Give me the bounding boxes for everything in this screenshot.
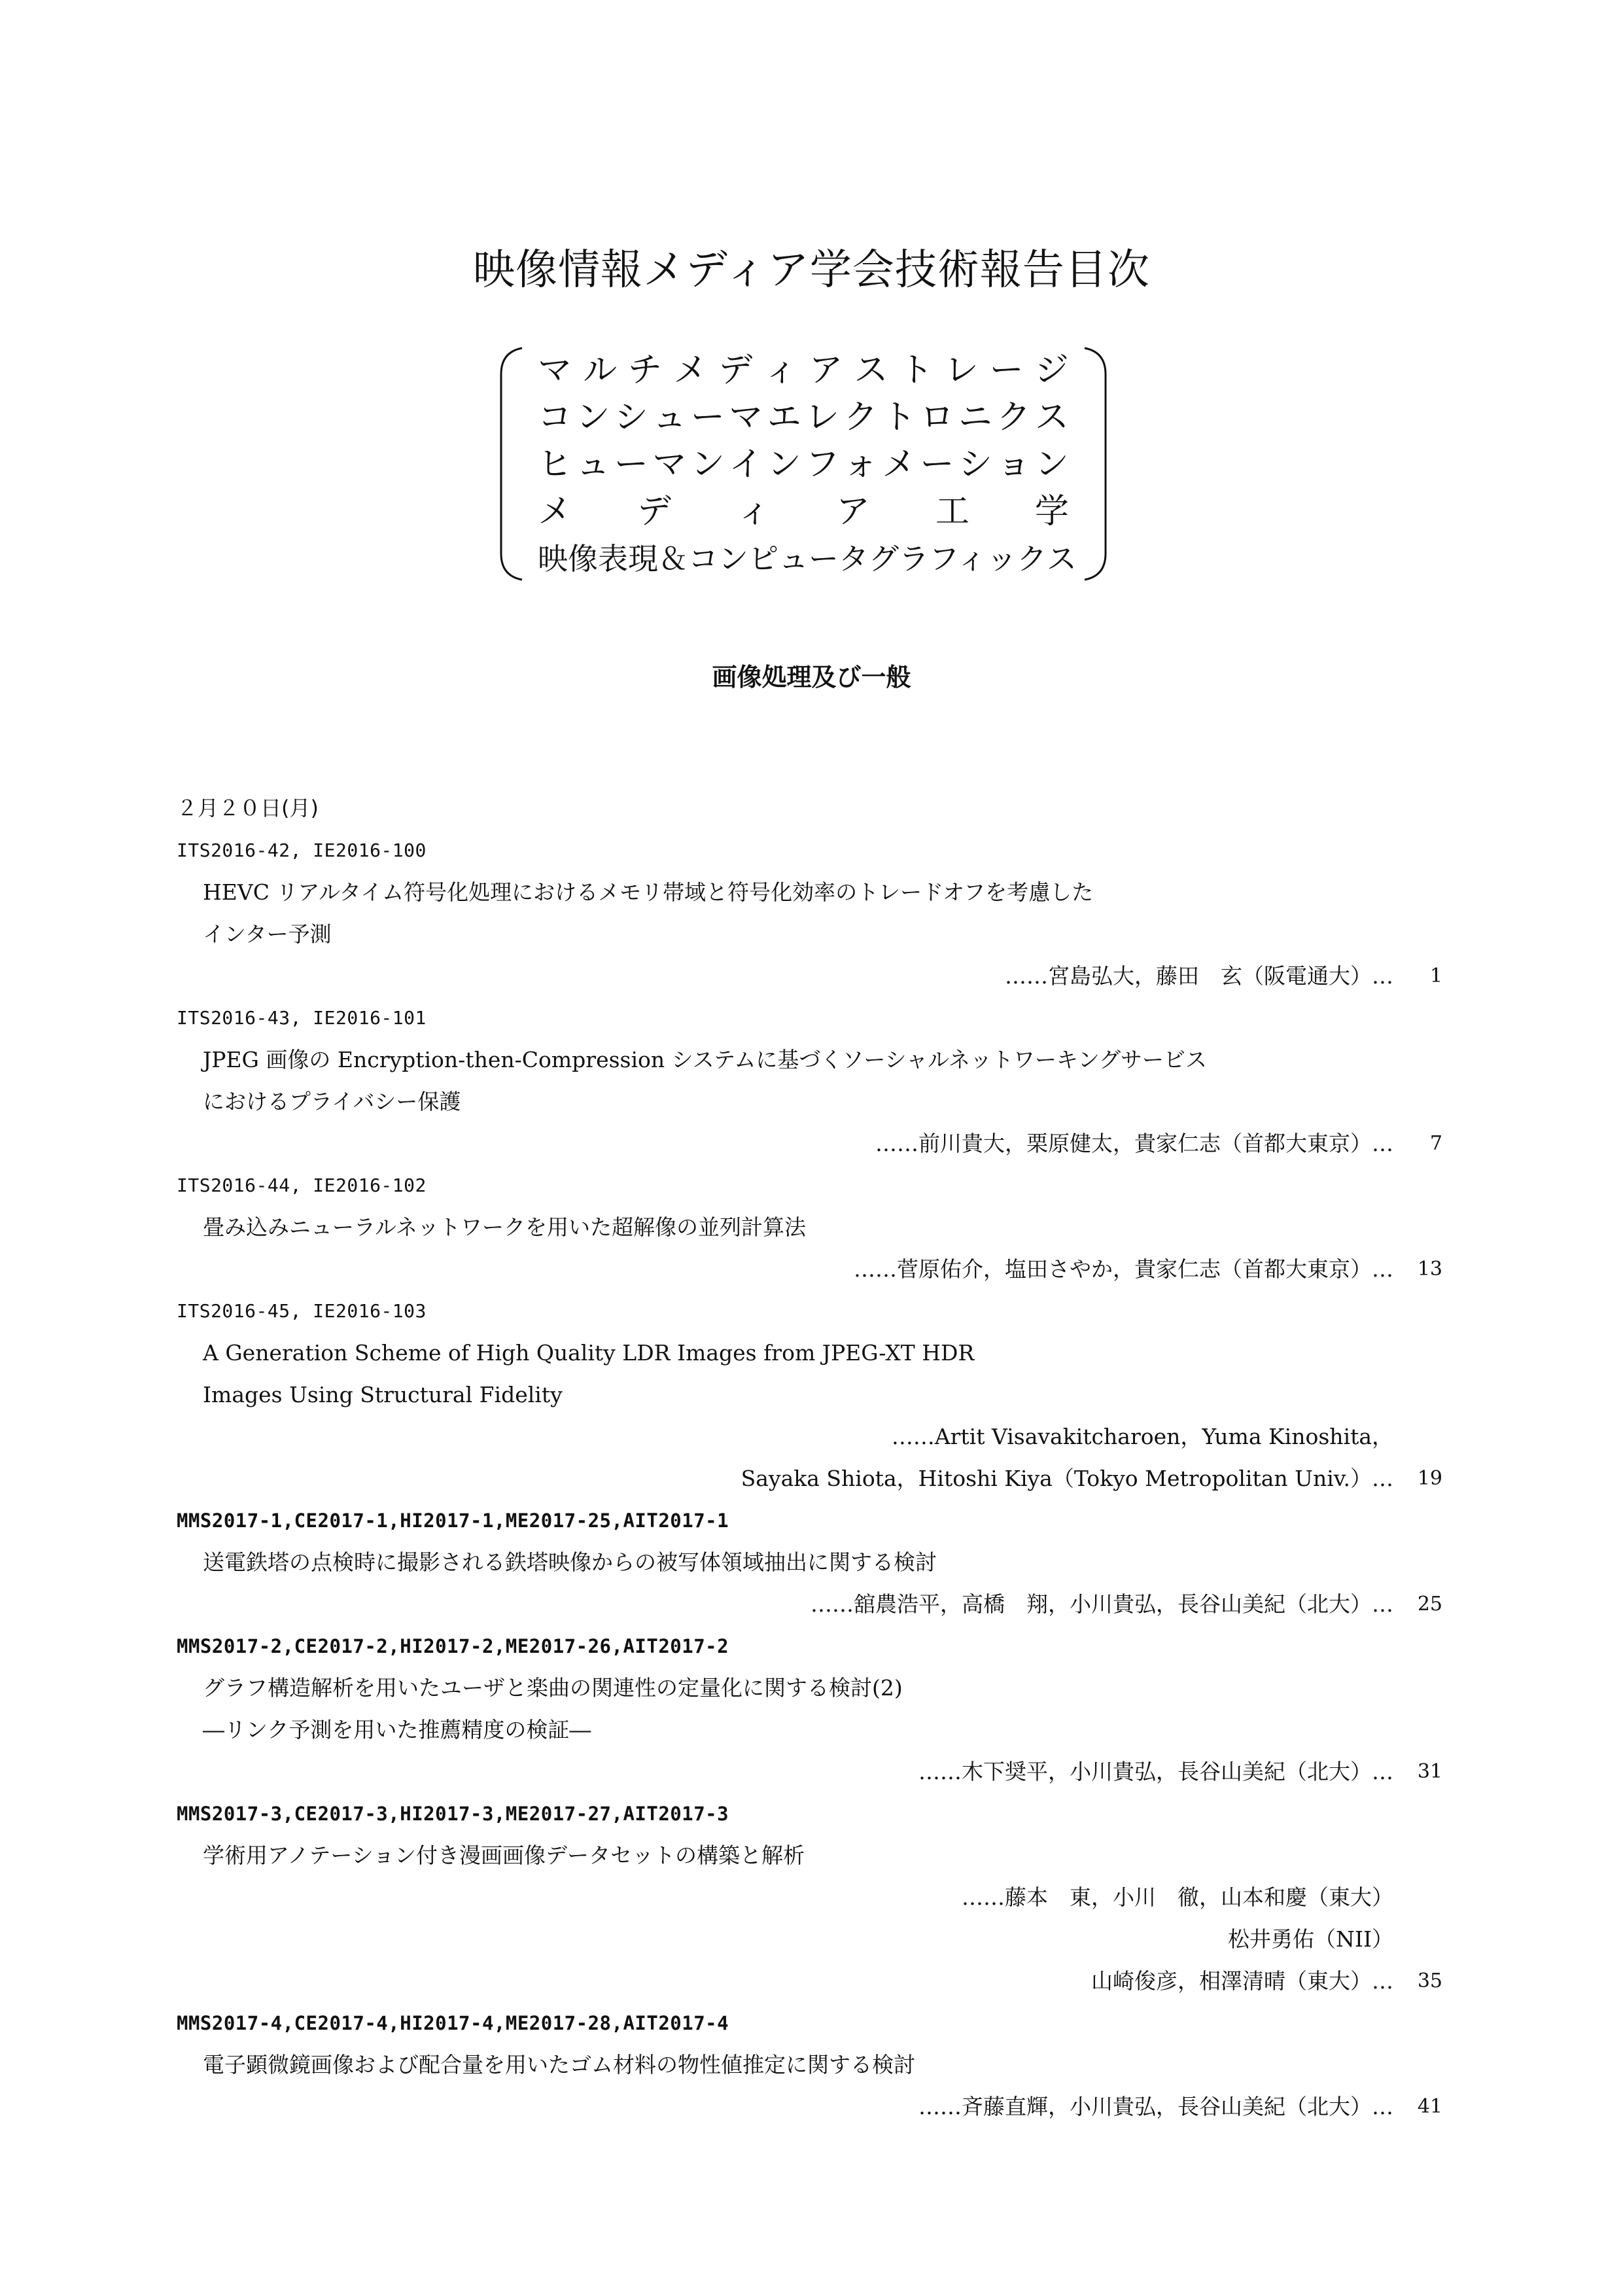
entry-title: JPEG 画像の Encryption-then-Compression システムに基づくソーシャルネットワーキングサービス xyxy=(203,1047,1208,1072)
author-line: ……木下奨平，小川貴弘，長谷山美紀（北大）… xyxy=(918,1759,1393,1784)
entry-authors xyxy=(177,1248,1442,1290)
toc-entry xyxy=(177,2002,1442,2128)
entry-authors xyxy=(177,1877,1442,1918)
entry-code: MMS2017-3,CE2017-3,HI2017-3,ME2017-27,AIT2017-3 xyxy=(177,1803,729,1825)
group-names xyxy=(538,347,1077,582)
technical-group-list xyxy=(498,345,1108,582)
entry-authors xyxy=(177,1123,1442,1165)
page-number: 25 xyxy=(1417,1593,1442,1616)
page-number: 13 xyxy=(1417,1258,1442,1280)
toc-entry xyxy=(177,1290,1442,1500)
entry-code: ITS2016-45, IE2016-103 xyxy=(177,1300,427,1322)
toc-entry xyxy=(177,997,1442,1165)
entry-authors xyxy=(177,1918,1442,1960)
entry-title: 電子顕微鏡画像および配合量を用いたゴム材料の物性値推定に関する検討 xyxy=(203,2052,915,2077)
page-number: 31 xyxy=(1417,1760,1442,1783)
entry-code: ITS2016-42, IE2016-100 xyxy=(177,839,427,861)
right-bracket xyxy=(1085,348,1106,580)
toc-entry xyxy=(177,1500,1442,1625)
entry-title: インター予測 xyxy=(203,921,332,947)
toc-entry xyxy=(177,1165,1442,1290)
entry-title: 学術用アノテーション付き漫画画像データセットの構築と解析 xyxy=(203,1843,805,1868)
entry-authors xyxy=(177,1751,1442,1793)
group-name: 映像表現＆コンピュータグラフィックス xyxy=(538,541,1077,576)
page-title: 映像情報メディア学会技術報告目次 xyxy=(473,246,1150,294)
entry-title: グラフ構造解析を用いたユーザと楽曲の関連性の定量化に関する検討(2) xyxy=(203,1675,903,1701)
entry-title: A Generation Scheme of High Quality LDR Images from JPEG-XT HDR xyxy=(203,1340,975,1366)
entry-title: ―リンク予測を用いた推薦精度の検証― xyxy=(203,1717,591,1742)
group-name: コ ン シ ュ ー マ エ レ ク ト ロ ニ ク ス xyxy=(538,398,1069,437)
author-line: ……Artit Visavakitcharoen，Yuma Kinoshita， xyxy=(891,1424,1393,1449)
session-date: ２月２０日(月) xyxy=(177,796,319,821)
entry-code: MMS2017-2,CE2017-2,HI2017-2,ME2017-26,AIT2017-2 xyxy=(177,1635,729,1657)
entry-list xyxy=(177,830,1442,2128)
entry-authors xyxy=(177,2086,1442,2128)
entry-authors xyxy=(177,955,1442,997)
section-title: 画像処理及び一般 xyxy=(712,663,911,692)
author-line: ……前川貴大，栗原健太，貴家仁志（首都大東京）… xyxy=(875,1131,1393,1156)
entry-code: MMS2017-4,CE2017-4,HI2017-4,ME2017-28,AIT2017-4 xyxy=(177,2012,729,2034)
page-number: 41 xyxy=(1417,2095,1442,2118)
entry-authors xyxy=(177,1960,1442,2002)
author-line: 山崎俊彦，相澤清晴（東大）… xyxy=(1091,1968,1393,1994)
left-bracket xyxy=(501,348,522,580)
author-line: ……斉藤直輝，小川貴弘，長谷山美紀（北大）… xyxy=(918,2094,1393,2119)
author-line: ……宮島弘大，藤田 玄（阪電通大）… xyxy=(1005,963,1393,989)
author-line: ……藤本 東，小川 徹，山本和慶（東大） xyxy=(962,1884,1393,1910)
page-number: 19 xyxy=(1417,1467,1442,1490)
page-number: 1 xyxy=(1429,964,1442,987)
entry-authors xyxy=(177,1583,1442,1625)
group-name: マ ル チ メ デ ィ ア ス ト レ ー ジ xyxy=(538,351,1069,390)
entry-title: におけるプライバシー保護 xyxy=(203,1089,461,1114)
author-line: ……舘農浩平，高橋 翔，小川貴弘，長谷山美紀（北大）… xyxy=(811,1591,1393,1617)
entry-title: Images Using Structural Fidelity xyxy=(203,1382,563,1407)
author-line: ……菅原佑介，塩田さやか，貴家仁志（首都大東京）… xyxy=(854,1256,1393,1282)
entry-code: MMS2017-1,CE2017-1,HI2017-1,ME2017-25,AIT2017-1 xyxy=(177,1510,729,1532)
toc-entry xyxy=(177,1793,1442,2002)
author-line: Sayaka Shiota，Hitoshi Kiya（Tokyo Metropolitan Univ.）… xyxy=(741,1466,1393,1491)
page-number: 35 xyxy=(1417,1969,1442,1992)
entry-title: 畳み込みニューラルネットワークを用いた超解像の並列計算法 xyxy=(203,1214,807,1240)
toc-entry xyxy=(177,830,1442,997)
entry-authors xyxy=(177,1458,1442,1500)
page-number: 7 xyxy=(1429,1132,1442,1155)
entry-code: ITS2016-43, IE2016-101 xyxy=(177,1007,427,1029)
toc-entry xyxy=(177,1625,1442,1793)
entry-title: HEVC リアルタイム符号化処理におけるメモリ帯域と符号化効率のトレードオフを考慮した xyxy=(203,879,1094,905)
author-line: 松井勇佑（NII） xyxy=(1228,1926,1393,1952)
group-name: ヒ ュ ー マ ン イ ン フ ォ メ ー シ ョ ン xyxy=(538,445,1069,484)
entry-authors xyxy=(177,1416,1442,1458)
group-name: メ デ ィ ア 工 学 xyxy=(538,492,1069,531)
entry-title: 送電鉄塔の点検時に撮影される鉄塔映像からの被写体領域抽出に関する検討 xyxy=(203,1549,937,1575)
entry-code: ITS2016-44, IE2016-102 xyxy=(177,1174,427,1196)
